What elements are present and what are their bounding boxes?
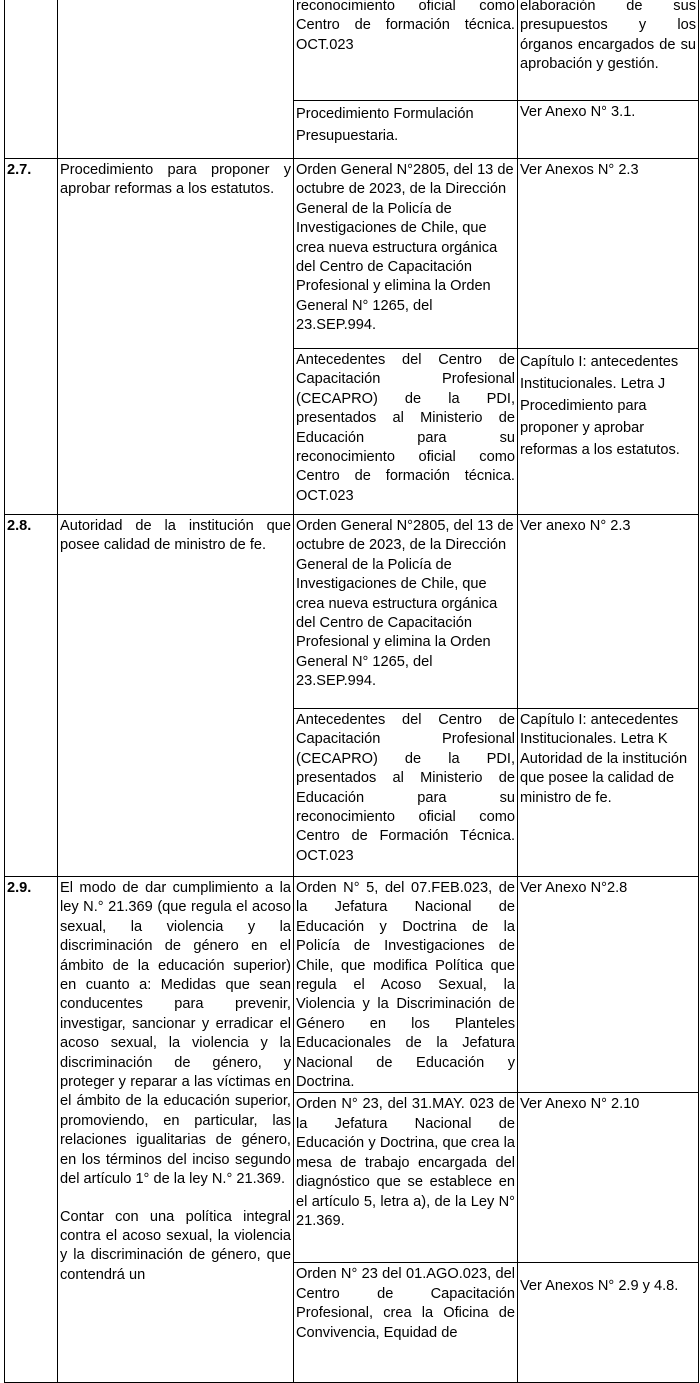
reference-cell: elaboración de sus presupuestos y los órganos encargados de su aprobación y gestión. — [518, 0, 699, 101]
item-number: 2.8. — [5, 515, 58, 877]
table-row — [5, 159, 699, 349]
description-cell — [58, 0, 294, 159]
reference-cell: Ver Anexos N° 2.3 — [518, 159, 699, 349]
item-description: Autoridad de la institución que posee calidad de ministro de fe. — [58, 515, 294, 877]
document-cell: Antecedentes del Centro de Capacitación Profesional (CECAPRO) de la PDI, presentados al Ministerio de Educación para su reconocimiento oficial como Centro de formación técnica. OCT.023 — [294, 349, 518, 515]
document-cell: Procedimiento Formulación Presupuestaria. — [294, 101, 518, 159]
reference-cell: Ver Anexo N° 2.10 — [518, 1093, 699, 1263]
description-paragraph: Contar con una política integral contra el acoso sexual, la violencia y la discriminación de género, que contendrá un — [60, 1208, 291, 1283]
requirements-table — [4, 0, 699, 1383]
document-cell: Orden N° 5, del 07.FEB.023, de la Jefatura Nacional de Educación y Doctrina de la Policía de Investigaciones de Chile, que modifica Política que regula el Acoso Sexual, la Violencia y la Discriminación de Género en los Planteles Educacionales de la Jefatura Nacional de Educación y Doctrina. — [294, 877, 518, 1093]
reference-cell: Ver Anexo N° 3.1. — [518, 101, 699, 159]
description-paragraph: El modo de dar cumplimiento a la ley N.° 21.369 (que regula el acoso sexual, la violencia y la discriminación de género en el ámbito de la educación superior) en cuanto a: Medidas que sean conducentes para prevenir, investigar, sancionar y erradicar el acoso sexual, la violencia y la discriminación de género, y proteger y reparar a las víctimas en el ámbito de la educación superior, promoviendo, en particular, las relaciones igualitarias de género, en los términos del inciso segundo del artículo 1° de la ley N.° 21.369. — [60, 880, 291, 1188]
table-row — [5, 515, 699, 709]
document-cell: reconocimiento oficial como Centro de formación técnica. OCT.023 — [294, 0, 518, 101]
reference-cell: Ver Anexos N° 2.9 y 4.8. — [518, 1263, 699, 1383]
table-row — [5, 877, 699, 1093]
document-cell: Orden General N°2805, del 13 de octubre de 2023, de la Dirección General de la Policía de Investigaciones de Chile, que crea nueva estructura orgánica del Centro de Capacitación Profesional y elimina la Orden General N° 1265, del 23.SEP.994. — [294, 515, 518, 709]
document-cell: Orden General N°2805, del 13 de octubre de 2023, de la Dirección General de la Policía de Investigaciones de Chile, que crea nueva estructura orgánica del Centro de Capacitación Profesional y elimina la Orden General N° 1265, del 23.SEP.994. — [294, 159, 518, 349]
number-cell — [5, 0, 58, 159]
document-cell: Orden N° 23, del 31.MAY. 023 de la Jefatura Nacional de Educación y Doctrina, que crea la mesa de trabajo encargada del diagnóstico que se establece en el artículo 5, letra a), de la Ley N° 21.369. — [294, 1093, 518, 1263]
document-cell: Antecedentes del Centro de Capacitación Profesional (CECAPRO) de la PDI, presentados al Ministerio de Educación para su reconocimiento oficial como Centro de Formación Técnica. OCT.023 — [294, 709, 518, 877]
document-cell: Orden N° 23 del 01.AGO.023, del Centro de Capacitación Profesional, crea la Oficina de Convivencia, Equidad de — [294, 1263, 518, 1383]
reference-cell: Ver anexo N° 2.3 — [518, 515, 699, 709]
item-number: 2.7. — [5, 159, 58, 515]
item-description: Procedimiento para proponer y aprobar reformas a los estatutos. — [58, 159, 294, 515]
item-number: 2.9. — [5, 877, 58, 1383]
item-description — [58, 877, 294, 1383]
reference-cell: Capítulo I: antecedentes Institucionales. Letra K Autoridad de la institución que posee la calidad de ministro de fe. — [518, 709, 699, 877]
reference-cell: Capítulo I: antecedentes Institucionales. Letra J Procedimiento para proponer y aprobar reformas a los estatutos. — [518, 349, 699, 515]
table-row — [5, 0, 699, 101]
reference-cell: Ver Anexo N°2.8 — [518, 877, 699, 1093]
